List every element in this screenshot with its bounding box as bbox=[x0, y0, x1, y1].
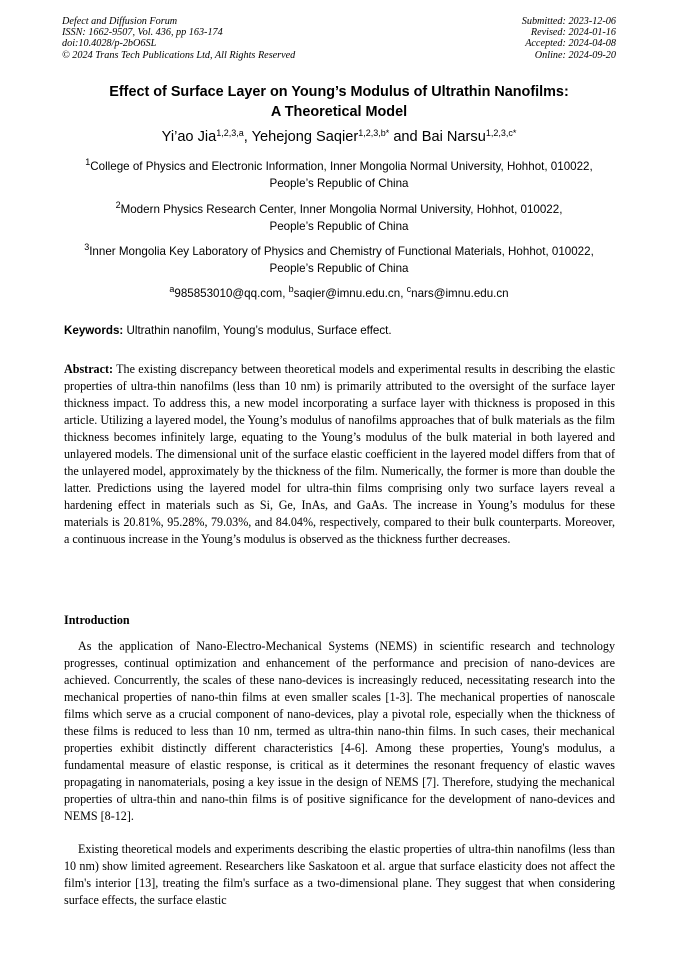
author-name: Yi’ao Jia bbox=[161, 129, 217, 145]
journal-info bbox=[62, 16, 295, 61]
author-affiliation-sup: 1,2,3,c* bbox=[485, 128, 517, 138]
email-separator: , bbox=[282, 287, 289, 300]
affiliation-number: 2 bbox=[115, 200, 121, 210]
affiliation-1 bbox=[40, 158, 638, 192]
title-line-2: A Theoretical Model bbox=[270, 104, 408, 120]
author-name: Yehejong Saqier bbox=[251, 129, 359, 145]
email-link[interactable]: 985853010@qq.com bbox=[174, 287, 283, 300]
author-affiliation-sup: 1,2,3,b* bbox=[358, 128, 390, 138]
paper-title bbox=[40, 82, 638, 122]
author-emails bbox=[40, 285, 638, 302]
keywords-text: Ultrathin nanofilm, Young’s modulus, Surface effect. bbox=[123, 324, 392, 337]
revised-date: Revised: 2024-01-16 bbox=[530, 27, 616, 39]
online-date: Online: 2024-09-20 bbox=[534, 49, 616, 61]
keywords bbox=[64, 322, 616, 339]
email-sup: b bbox=[288, 284, 294, 294]
copyright: © 2024 Trans Tech Publications Ltd, All Rights Reserved bbox=[62, 49, 296, 61]
email-link[interactable]: nars@imnu.edu.cn bbox=[411, 287, 509, 300]
affiliation-3 bbox=[40, 243, 638, 277]
author-separator: , bbox=[243, 129, 252, 145]
introduction-paragraph-1: As the application of Nano-Electro-Mechanical Systems (NEMS) in scientific research and technology progresses, continual optimization and enhancement of the performance and precision of nano-devices are achieved. Concurrently, the scales of these nano-devices is increasingly reduced, necessitating research into the mechanical properties of nano-thin films at even smaller scales [1-3]. The mechanical properties of nanoscale films which serve as a crucial component of nano-devices, play a pivotal role, especially when the thickness of these films is reduced to less than 10 nm, termed as ultra-thin nano-thin films. In such cases, their mechanical properties exhibit distinctly different characteristics [4-6]. Among these properties, Young's modulus, a fundamental measure of elastic response, is critical as it determines the resonant frequency of elastic waves propagating in nanomaterials, posing a key issue in the design of NEMS [7]. Therefore, studying the mechanical properties of ultra-thin and nano-thin films is of positive significance for the development of nano-devices and NEMS [8-12]. bbox=[64, 639, 615, 823]
affiliation-number: 1 bbox=[85, 157, 91, 167]
doi: doi:10.4028/p-2bO6SL bbox=[62, 38, 157, 50]
publication-dates bbox=[522, 16, 616, 61]
introduction-paragraph-2: Existing theoretical models and experiments describing the elastic properties of ultra-thin nanofilms (less than 10 nm) show limited agreement. Researchers like Saskatoon et al. argue that surface elasticity does not affect the film's interior [13], treating the film's surface as a two-dimensional plane. They suggest that when considering surface effects, the surface elastic bbox=[64, 842, 615, 907]
email-sup: c bbox=[406, 284, 412, 294]
abstract-text: The existing discrepancy between theoretical models and experimental results in describing the elastic properties of ultra-thin nanofilms (less than 10 nm) is primarily attributed to the oversight of the surface layer thickness impact. To address this, a new model incorporating a surface layer with thickness is proposed in this article. Utilizing a layered model, the Young’s modulus of nanofilms approaches that of bulk materials as the film thickness becomes infinitely large, equating to the Young’s modulus of the bulk material in both layered and unlayered models. The dimensional unit of the surface elastic coefficient in the layered model differs from that of the unlayered model, approximately by the thickness of the film. Numerically, the former is more than double the latter. Predictions using the layered model for ultra-thin films comprising only two surface layers reveal a hardening effect in materials such as Si, Ge, InAs, and GaAs. The increase in Young’s modulus for these materials is 20.81%, 95.28%, 79.03%, and 84.04%, respectively, compared to their bulk counterparts. Moreover, a continuous increase in the Young’s modulus is observed as the thickness further decreases. bbox=[64, 362, 615, 546]
abstract bbox=[64, 361, 615, 548]
affiliation-2 bbox=[40, 201, 638, 235]
email-link[interactable]: saqier@imnu.edu.cn bbox=[293, 287, 401, 300]
journal-name: Defect and Diffusion Forum bbox=[62, 16, 178, 27]
accepted-date: Accepted: 2024-04-08 bbox=[525, 38, 616, 50]
affiliation-text: College of Physics and Electronic Information, Inner Mongolia Normal University, Hohhot, 010022, bbox=[90, 160, 593, 173]
author-name: Bai Narsu bbox=[421, 129, 486, 145]
issn-volume: ISSN: 1662-9507, Vol. 436, pp 163-174 bbox=[62, 27, 223, 39]
affiliation-country: People’s Republic of China bbox=[269, 177, 409, 190]
title-line-1: Effect of Surface Layer on Young’s Modulus of Ultrathin Nanofilms: bbox=[109, 84, 569, 100]
affiliation-text: Modern Physics Research Center, Inner Mongolia Normal University, Hohhot, 010022, bbox=[120, 203, 563, 216]
author-separator: and bbox=[389, 129, 422, 145]
affiliation-text: Inner Mongolia Key Laboratory of Physics and Chemistry of Functional Materials, Hohhot, 010022, bbox=[89, 245, 594, 258]
affiliation-number: 3 bbox=[84, 242, 90, 252]
author-list bbox=[40, 128, 638, 146]
affiliation-country: People’s Republic of China bbox=[269, 220, 409, 233]
section-heading-introduction: Introduction bbox=[64, 613, 130, 627]
email-sup: a bbox=[169, 284, 175, 294]
keywords-label: Keywords: bbox=[64, 324, 124, 337]
author-affiliation-sup: 1,2,3,a bbox=[216, 128, 244, 138]
affiliation-country: People’s Republic of China bbox=[269, 262, 409, 275]
abstract-label: Abstract: bbox=[64, 362, 114, 376]
submitted-date: Submitted: 2023-12-06 bbox=[521, 16, 616, 27]
email-separator: , bbox=[400, 287, 407, 300]
